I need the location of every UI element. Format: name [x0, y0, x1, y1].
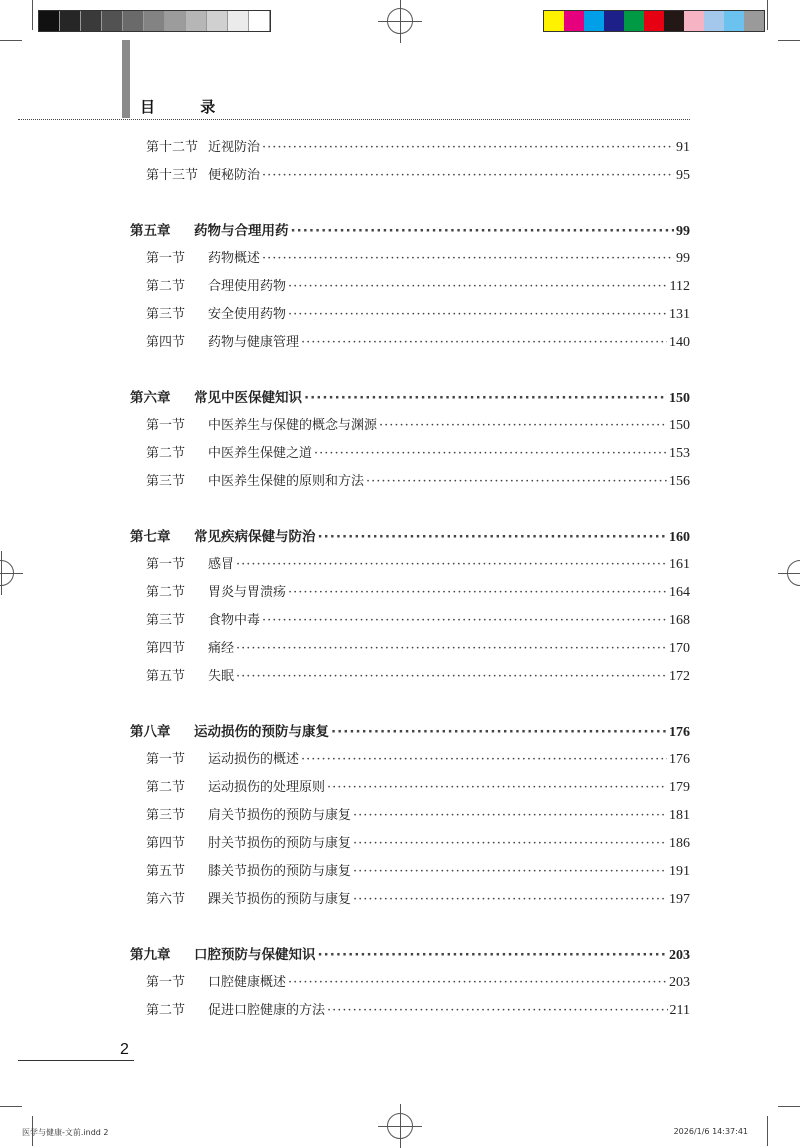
toc-leader [236, 635, 667, 663]
toc-leader [353, 886, 667, 914]
gray-swatch [81, 11, 102, 31]
toc-leader [236, 551, 667, 579]
toc-page-number: 95 [676, 168, 690, 183]
crop-mark [767, 1116, 768, 1146]
toc-page-number: 99 [676, 224, 690, 239]
toc-number: 第一节 [146, 557, 186, 572]
toc-title: 痛经 [208, 641, 235, 656]
toc-number: 第四节 [146, 335, 186, 350]
toc-section-row[interactable] [130, 440, 690, 468]
toc-title: 肘关节损伤的预防与康复 [208, 836, 352, 851]
toc-title: 口腔预防与保健知识 [194, 947, 316, 963]
toc-section-row[interactable] [130, 579, 690, 607]
toc-number: 第三节 [146, 808, 186, 823]
toc-spacer [130, 496, 690, 523]
crop-mark [32, 0, 33, 30]
toc-leader [327, 774, 667, 802]
toc-page-number: 161 [669, 557, 690, 572]
toc-page-number: 181 [669, 808, 690, 823]
toc-title: 促进口腔健康的方法 [208, 1003, 326, 1018]
crop-mark [0, 1106, 22, 1107]
toc-page-number: 186 [669, 836, 690, 851]
toc-title: 便秘防治 [208, 168, 261, 183]
toc-page-number: 91 [676, 140, 690, 155]
toc-section-row[interactable] [130, 830, 690, 858]
toc-section-row[interactable] [130, 245, 690, 273]
toc-page-number: 170 [669, 641, 690, 656]
toc-page-number: 160 [669, 530, 690, 545]
toc-section-row[interactable] [130, 858, 690, 886]
toc-leader [262, 607, 667, 635]
toc-section-row[interactable] [130, 635, 690, 663]
color-swatch [724, 11, 744, 31]
gray-swatch [144, 11, 165, 31]
page-title: 目 录 [140, 98, 236, 116]
toc-section-row[interactable] [130, 607, 690, 635]
toc-title: 药物概述 [208, 251, 261, 266]
toc-number: 第五节 [146, 864, 186, 879]
toc-title: 安全使用药物 [208, 307, 287, 322]
toc-page-number: 112 [669, 279, 690, 294]
toc-page-number: 131 [669, 307, 690, 322]
toc-leader [301, 746, 667, 774]
toc-section-row[interactable] [130, 134, 690, 162]
toc-section-row[interactable] [130, 802, 690, 830]
toc-leader [288, 969, 667, 997]
toc-leader [318, 523, 668, 551]
toc-leader [288, 273, 668, 301]
toc-leader [301, 329, 667, 357]
toc-section-row[interactable] [130, 746, 690, 774]
toc-spacer [130, 691, 690, 718]
toc-page-number: 164 [669, 585, 690, 600]
toc-title: 常见中医保健知识 [194, 390, 302, 406]
gray-swatch [102, 11, 123, 31]
toc-leader [288, 579, 667, 607]
toc-title: 药物与合理用药 [194, 223, 289, 239]
toc-title: 运动损伤的预防与康复 [194, 724, 329, 740]
toc-leader [262, 134, 674, 162]
gray-swatch [249, 11, 270, 31]
toc-number: 第四节 [146, 641, 186, 656]
gray-swatch [165, 11, 186, 31]
toc-leader [262, 245, 674, 273]
toc-leader [262, 162, 674, 190]
toc-number: 第二节 [146, 585, 186, 600]
color-swatch [624, 11, 644, 31]
crop-mark [767, 0, 768, 30]
toc-spacer [130, 914, 690, 941]
header-accent-bar [122, 40, 130, 118]
toc-chapter-row[interactable] [130, 941, 690, 969]
toc-number: 第十二节 [146, 140, 199, 155]
toc-leader [379, 412, 667, 440]
gray-swatch [39, 11, 60, 31]
toc-page-number: 197 [669, 892, 690, 907]
color-swatch [644, 11, 664, 31]
crop-mark [0, 40, 22, 41]
toc-leader [353, 802, 667, 830]
toc-number: 第四节 [146, 836, 186, 851]
toc-number: 第三节 [146, 474, 186, 489]
registration-mark-icon [387, 1113, 413, 1139]
toc-page-number: 176 [669, 752, 690, 767]
toc-title: 药物与健康管理 [208, 335, 300, 350]
toc-leader [304, 384, 667, 412]
gray-swatch [207, 11, 228, 31]
toc-page-number: 179 [669, 780, 690, 795]
toc-number: 第九章 [130, 947, 171, 963]
toc-section-row[interactable] [130, 551, 690, 579]
color-swatch [564, 11, 584, 31]
crop-mark [778, 1106, 800, 1107]
toc-leader [353, 830, 667, 858]
toc-leader [236, 663, 667, 691]
toc-number: 第二节 [146, 279, 186, 294]
toc-section-row[interactable] [130, 886, 690, 914]
toc-chapter-row[interactable] [130, 718, 690, 746]
gray-swatch [186, 11, 207, 31]
toc-title: 膝关节损伤的预防与康复 [208, 864, 352, 879]
toc-chapter-row[interactable] [130, 217, 690, 245]
color-swatch [744, 11, 764, 31]
toc-number: 第二节 [146, 1003, 186, 1018]
color-swatch [684, 11, 704, 31]
registration-mark-icon [787, 560, 800, 586]
toc-page-number: 140 [669, 335, 690, 350]
registration-mark-icon [0, 560, 14, 586]
footer-divider [18, 1060, 134, 1061]
toc-page-number: 176 [669, 725, 690, 740]
toc-title: 胃炎与胃溃疡 [208, 585, 287, 600]
toc-number: 第六章 [130, 390, 171, 406]
toc-page-number: 203 [669, 975, 690, 990]
toc-number: 第一节 [146, 418, 186, 433]
table-of-contents [130, 134, 690, 1025]
color-swatch [584, 11, 604, 31]
toc-section-row[interactable] [130, 301, 690, 329]
color-calibration-bar [543, 10, 765, 32]
toc-leader [314, 440, 667, 468]
toc-title: 近视防治 [208, 140, 261, 155]
toc-spacer [130, 357, 690, 384]
toc-title: 失眠 [208, 669, 235, 684]
toc-number: 第七章 [130, 529, 171, 545]
toc-title: 食物中毒 [208, 613, 261, 628]
color-swatch [604, 11, 624, 31]
toc-page-number: 150 [669, 391, 690, 406]
toc-leader [318, 941, 668, 969]
toc-number: 第三节 [146, 613, 186, 628]
toc-number: 第八章 [130, 724, 171, 740]
toc-page-number: 168 [669, 613, 690, 628]
toc-number: 第一节 [146, 975, 186, 990]
toc-page-number: 156 [669, 474, 690, 489]
toc-section-row[interactable] [130, 663, 690, 691]
toc-section-row[interactable] [130, 774, 690, 802]
toc-page-number: 150 [669, 418, 690, 433]
toc-leader [331, 718, 667, 746]
toc-section-row[interactable] [130, 162, 690, 190]
print-timestamp: 2026/1/6 14:37:41 [673, 1127, 748, 1136]
color-swatch [544, 11, 564, 31]
toc-number: 第六节 [146, 892, 186, 907]
toc-leader [291, 217, 675, 245]
toc-leader [366, 468, 667, 496]
toc-section-row[interactable] [130, 273, 690, 301]
toc-number: 第二节 [146, 446, 186, 461]
toc-leader [327, 997, 668, 1025]
toc-page-number: 203 [669, 948, 690, 963]
header-divider [18, 119, 690, 120]
toc-chapter-row[interactable] [130, 384, 690, 412]
toc-title: 中医养生保健的原则和方法 [208, 474, 365, 489]
toc-page-number: 172 [669, 669, 690, 684]
gray-swatch [228, 11, 249, 31]
toc-page-number: 191 [669, 864, 690, 879]
color-swatch [704, 11, 724, 31]
toc-page-number: 211 [669, 1003, 690, 1018]
toc-number: 第一节 [146, 752, 186, 767]
toc-number: 第二节 [146, 780, 186, 795]
color-swatch [664, 11, 684, 31]
toc-leader [353, 858, 667, 886]
grayscale-calibration-bar [38, 10, 271, 32]
page-number: 2 [120, 1041, 129, 1058]
gray-swatch [123, 11, 144, 31]
toc-page-number: 153 [669, 446, 690, 461]
toc-leader [288, 301, 667, 329]
toc-title: 运动损伤的概述 [208, 752, 300, 767]
toc-number: 第一节 [146, 251, 186, 266]
toc-title: 口腔健康概述 [208, 975, 287, 990]
toc-spacer [130, 190, 690, 217]
gray-swatch [60, 11, 81, 31]
toc-number: 第五章 [130, 223, 171, 239]
toc-title: 运动损伤的处理原则 [208, 780, 326, 795]
toc-section-row[interactable] [130, 997, 690, 1025]
toc-section-row[interactable] [130, 468, 690, 496]
toc-section-row[interactable] [130, 969, 690, 997]
toc-number: 第三节 [146, 307, 186, 322]
toc-section-row[interactable] [130, 412, 690, 440]
crop-mark [778, 40, 800, 41]
file-slug: 医学与健康-文前.indd 2 [22, 1128, 109, 1137]
toc-title: 合理使用药物 [208, 279, 287, 294]
toc-title: 肩关节损伤的预防与康复 [208, 808, 352, 823]
toc-number: 第十三节 [146, 168, 199, 183]
toc-page-number: 99 [676, 251, 690, 266]
toc-chapter-row[interactable] [130, 523, 690, 551]
toc-title: 常见疾病保健与防治 [194, 529, 316, 545]
toc-title: 踝关节损伤的预防与康复 [208, 892, 352, 907]
toc-title: 感冒 [208, 557, 235, 572]
toc-section-row[interactable] [130, 329, 690, 357]
toc-number: 第五节 [146, 669, 186, 684]
toc-title: 中医养生与保健的概念与渊源 [208, 418, 378, 433]
toc-title: 中医养生保健之道 [208, 446, 313, 461]
registration-mark-icon [387, 8, 413, 34]
